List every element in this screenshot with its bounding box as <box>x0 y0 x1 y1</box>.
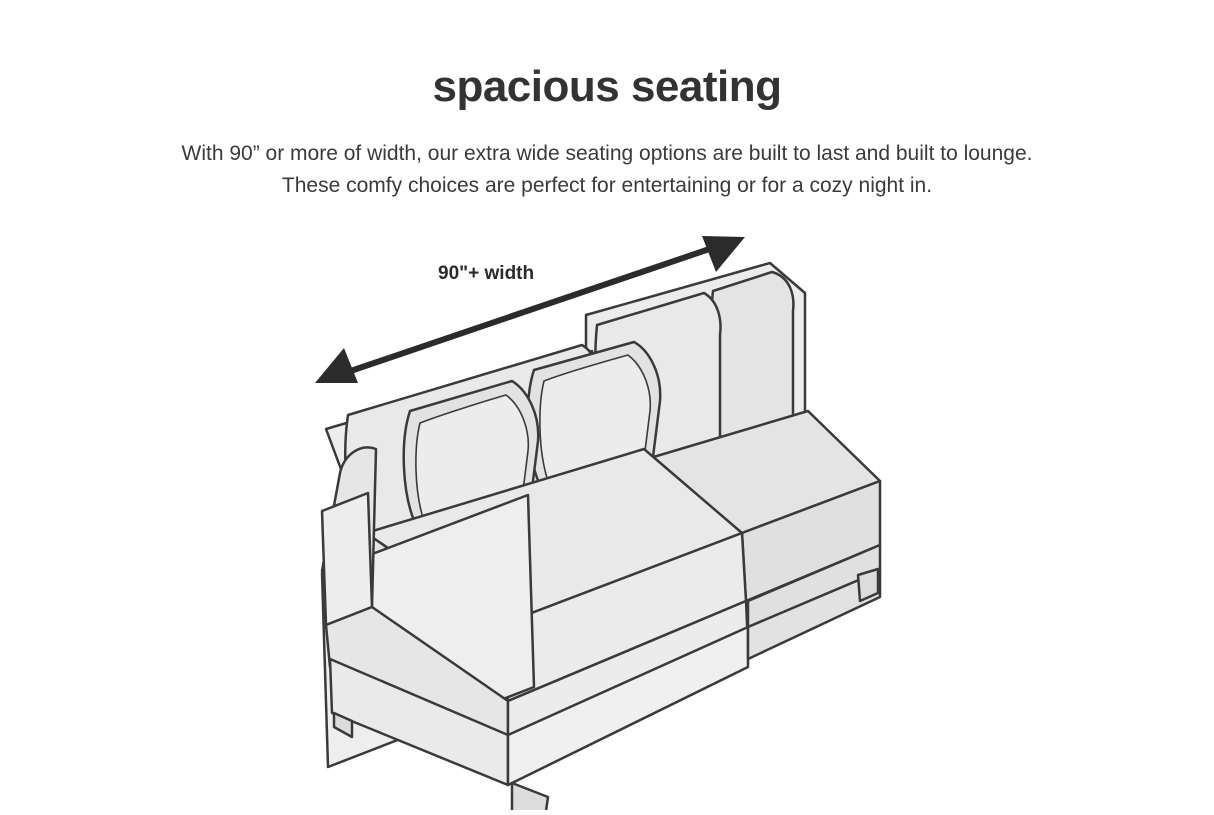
page-title: spacious seating <box>432 62 782 111</box>
sofa-diagram-svg <box>0 215 1214 810</box>
sofa-illustration <box>0 215 1214 810</box>
subcopy <box>0 138 1214 201</box>
width-dimension-label: 90"+ width <box>438 263 535 284</box>
subcopy-line-2: These comfy choices are perfect for entertaining or for a cozy night in. <box>281 173 933 197</box>
subcopy-line-1: With 90” or more of width, our extra wide seating options are built to last and built to lounge. <box>181 142 1033 165</box>
